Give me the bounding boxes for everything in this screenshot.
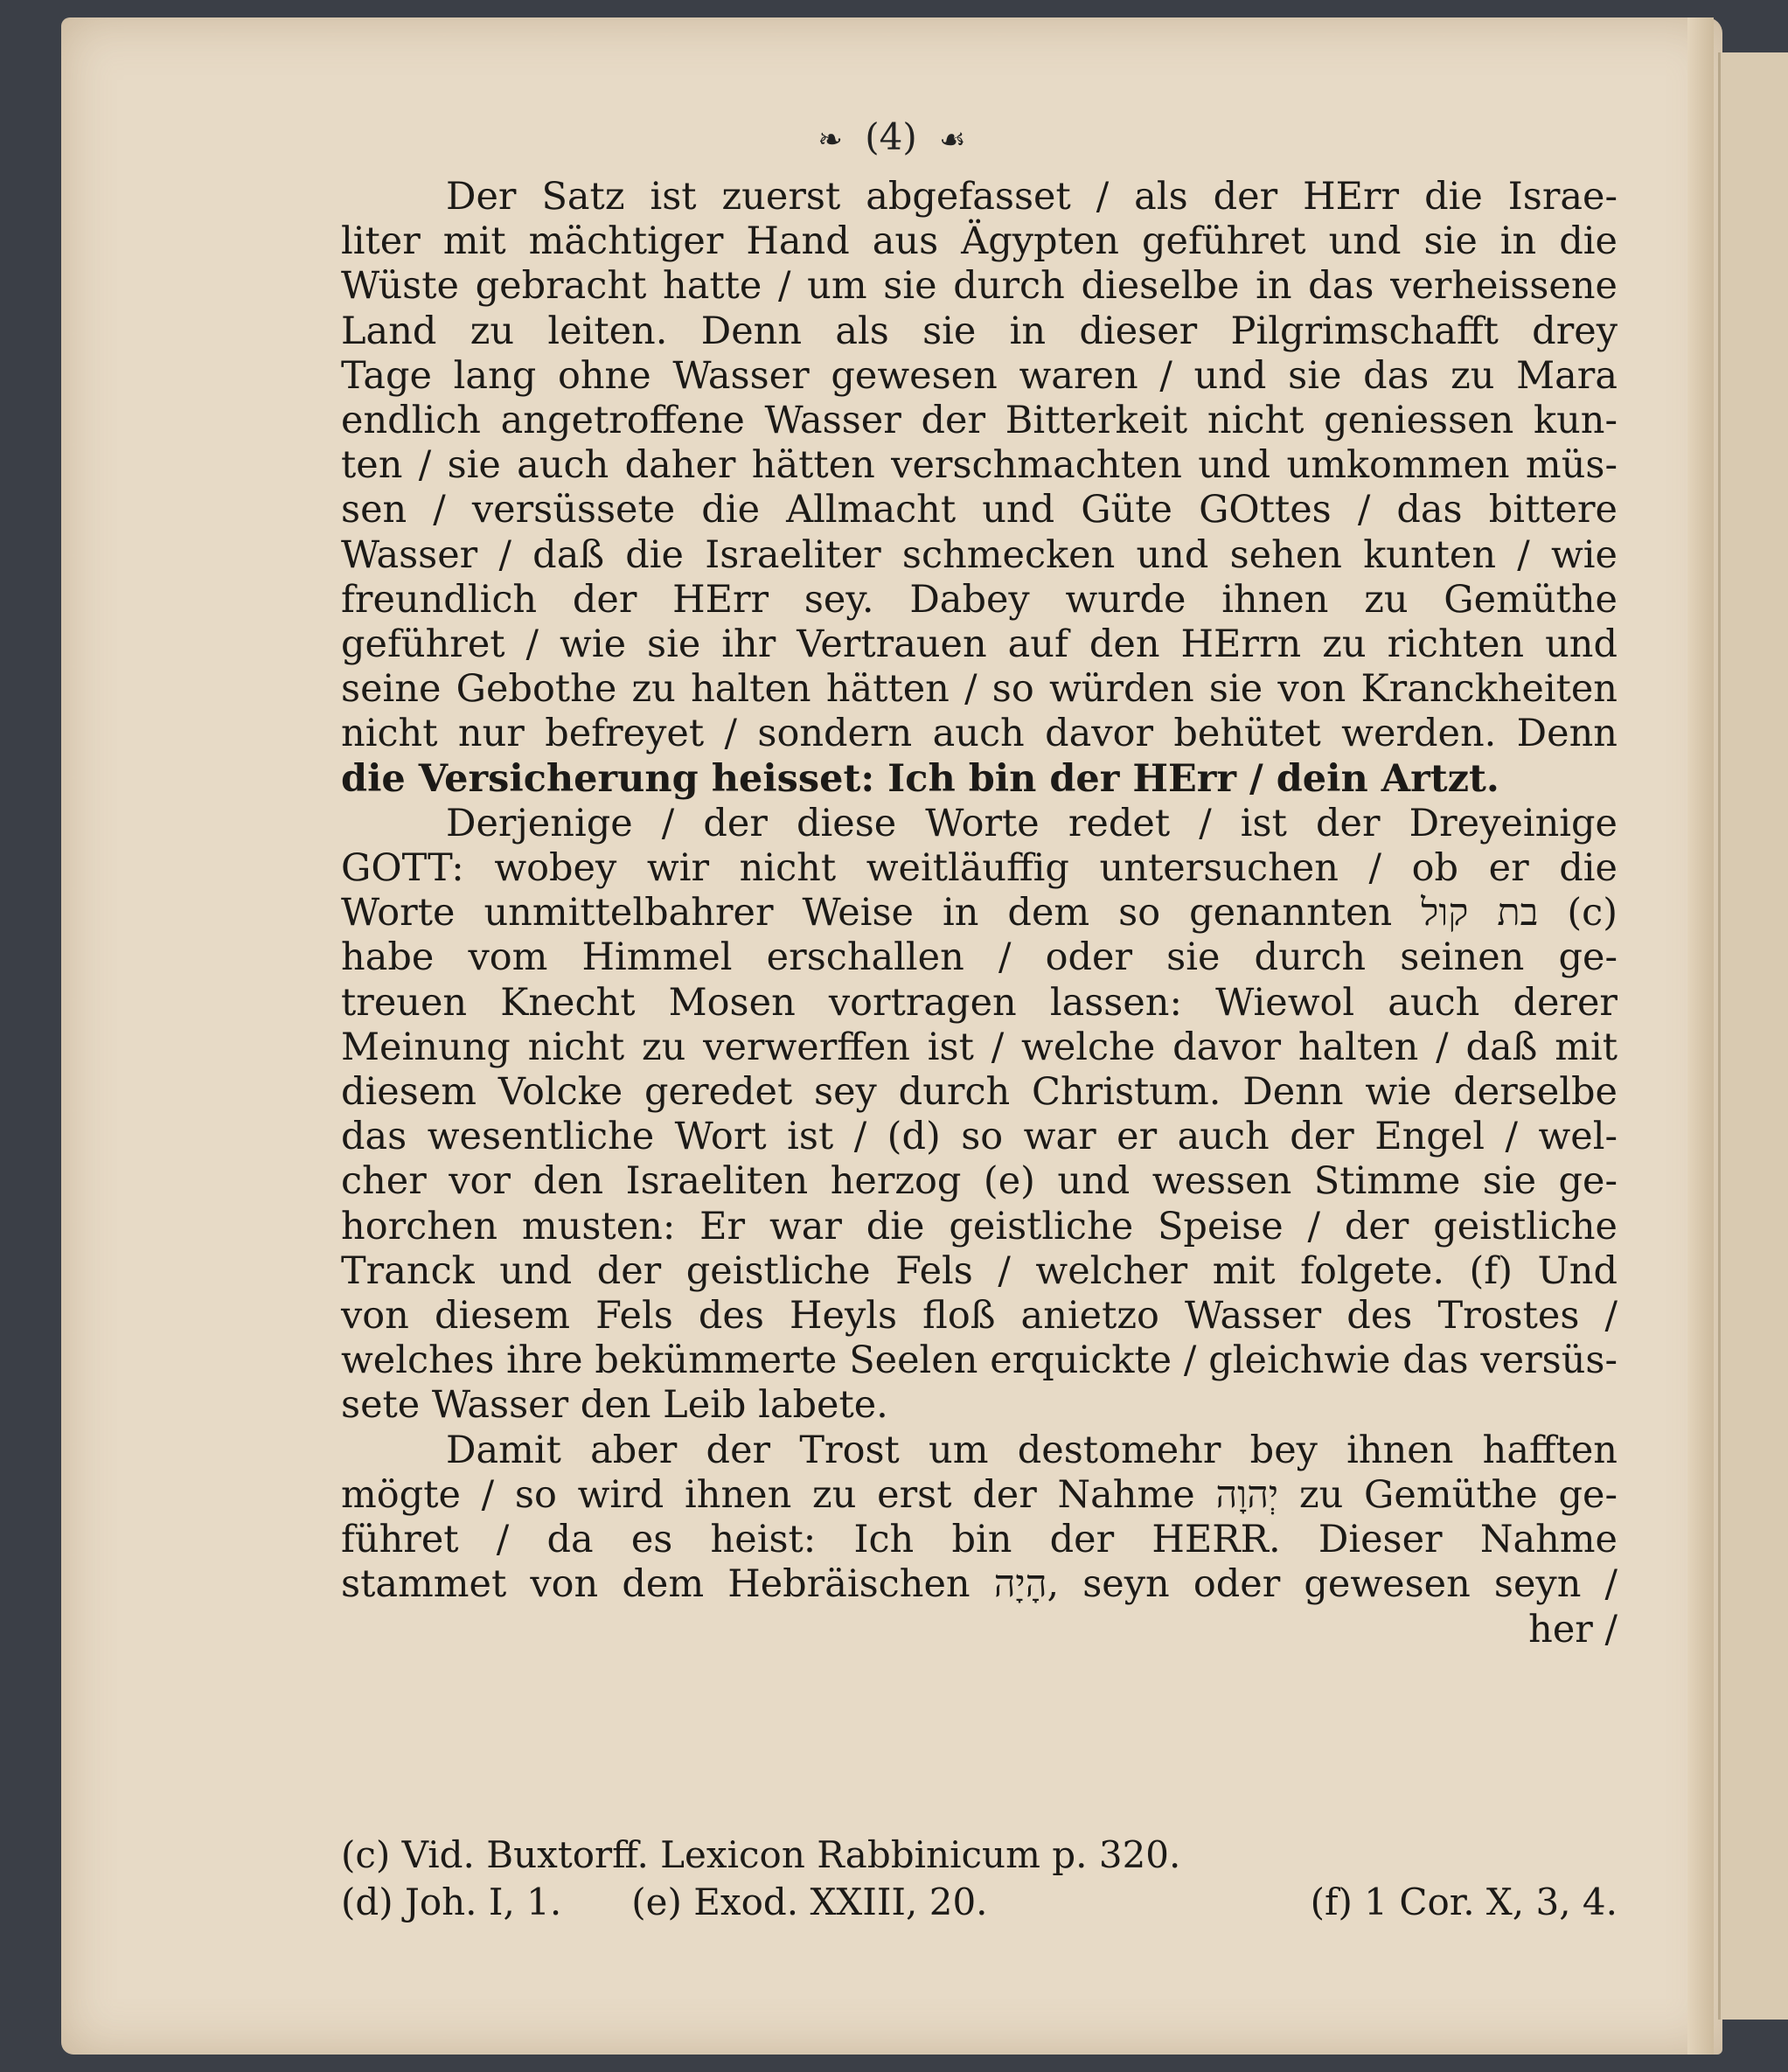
text-line: ten / sie auch daher hätten verschmachten und umkommen müs-	[341, 443, 1618, 488]
text-line: welches ihre bekümmerte Seelen erquickte / gleichwie das versüs-	[341, 1338, 1618, 1383]
text-line: stammet von dem Hebräischen הָיָה, seyn oder gewesen seyn /	[341, 1562, 1618, 1607]
paragraph-2	[341, 802, 1618, 1429]
ornament-left-icon: ❧	[817, 122, 843, 157]
text-line: mögte / so wird ihnen zu erst der Nahme יְהוָה zu Gemüthe ge-	[341, 1472, 1618, 1517]
text-line: Worte unmittelbahrer Weise in dem so genannten בת קול (c)	[341, 891, 1618, 935]
book-spine	[1687, 17, 1714, 2055]
document-page	[61, 17, 1722, 2055]
text-line: führet / da es heist: Ich bin der HERR. Dieser Nahme	[341, 1518, 1618, 1562]
paragraph-1	[341, 175, 1618, 802]
footnote-d: (d) Joh. I, 1.	[341, 1881, 562, 1923]
footnotes	[341, 1832, 1618, 1926]
text-line: sen / versüssete die Allmacht und Güte GOttes / das bittere	[341, 488, 1618, 532]
text-line: seine Gebothe zu halten hätten / so würden sie von Kranckheiten	[341, 667, 1618, 712]
text-line: Meinung nicht zu verwerffen ist / welche davor halten / daß mit	[341, 1025, 1618, 1069]
ornament-right-icon: ☙	[939, 122, 966, 157]
text-line: Land zu leiten. Denn als sie in dieser Pilgrimschafft drey	[341, 309, 1618, 353]
text-line: treuen Knecht Mosen vortragen lassen: Wiewol auch derer	[341, 980, 1618, 1025]
text-line: diesem Volcke geredet sey durch Christum. Denn wie derselbe	[341, 1070, 1618, 1115]
page-number: (4)	[865, 115, 917, 158]
text-line: Wasser / daß die Israeliter schmecken und sehen kunten / wie	[341, 532, 1618, 577]
footnote-f: (f) 1 Cor. X, 3, 4.	[1310, 1881, 1618, 1923]
text-line: Tranck und der geistliche Fels / welcher mit folgete. (f) Und	[341, 1248, 1618, 1293]
text-line: Damit aber der Trost um destomehr bey ihnen hafften	[446, 1428, 1618, 1472]
text-line: sete Wasser den Leib labete.	[341, 1383, 888, 1428]
footnote-row	[341, 1879, 1618, 1926]
text-line: das wesentliche Wort ist / (d) so war er auch der Engel / wel-	[341, 1115, 1618, 1159]
text-line: von diesem Fels des Heyls floß anietzo Wasser des Trostes /	[341, 1294, 1618, 1338]
text-line: freundlich der HErr sey. Dabey wurde ihnen zu Gemüthe	[341, 577, 1618, 622]
text-line: geführet / wie sie ihr Vertrauen auf den HErrn zu richten und	[341, 622, 1618, 667]
adjacent-page-edge	[1718, 52, 1788, 2020]
text-line: endlich angetroffene Wasser der Bitterkeit nicht geniessen kun-	[341, 399, 1618, 443]
text-line: liter mit mächtiger Hand aus Ägypten geführet und sie in die	[341, 219, 1618, 264]
text-line: nicht nur befreyet / sondern auch davor behütet werden. Denn	[341, 712, 1618, 756]
text-line: habe vom Himmel erschallen / oder sie durch seinen ge-	[341, 935, 1618, 980]
paragraph-3	[341, 1429, 1618, 1652]
footnote-row	[341, 1832, 1618, 1879]
catchword: her /	[1528, 1607, 1618, 1651]
text-line: Der Satz ist zuerst abgefasset / als der HErr die Israe-	[446, 175, 1618, 219]
page-header	[61, 115, 1722, 158]
footnote-e: (e) Exod. XXIII, 20.	[631, 1881, 988, 1923]
footnote-c: (c) Vid. Buxtorff. Lexicon Rabbinicum p. 320.	[341, 1833, 1181, 1876]
text-line: Tage lang ohne Wasser gewesen waren / und sie das zu Mara	[341, 353, 1618, 398]
text-line: cher vor den Israeliten herzog (e) und wessen Stimme sie ge-	[341, 1159, 1618, 1204]
text-line: GOTT: wobey wir nicht weitläuffig untersuchen / ob er die	[341, 846, 1618, 891]
text-line: Wüste gebracht hatte / um sie durch dieselbe in das verheissene	[341, 264, 1618, 309]
text-line: horchen musten: Er war die geistliche Speise / der geistliche	[341, 1204, 1618, 1248]
text-line: Derjenige / der diese Worte redet / ist der Dreyeinige	[446, 801, 1618, 845]
body-text	[341, 175, 1618, 1652]
text-line: die Versicherung heisset: Ich bin der HErr / dein Artzt.	[341, 756, 1499, 801]
